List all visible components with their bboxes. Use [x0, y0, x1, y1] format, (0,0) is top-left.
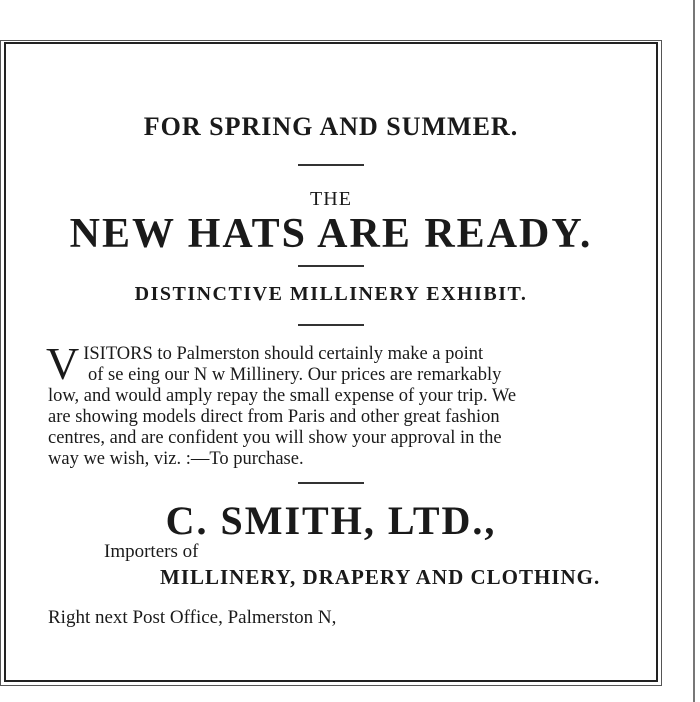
separator-rule: [298, 482, 364, 484]
headline: FOR SPRING AND SUMMER.: [143, 112, 519, 141]
importers-label: Importers of: [104, 541, 199, 562]
page-edge-rule: [693, 0, 695, 702]
body-text: [46, 338, 622, 470]
address-line: Right next Post Office, Palmerston N,: [48, 607, 337, 628]
trades-line: MILLINERY, DRAPERY AND CLOTHING.: [160, 565, 601, 589]
company-name: C. SMITH, LTD.,: [165, 498, 497, 543]
separator-rule: [298, 164, 364, 166]
main-title: NEW HATS ARE READY.: [69, 211, 593, 257]
body-line: low, and would amply repay the small expense of your trip. We: [48, 386, 517, 406]
body-line: of se eing our N w Millinery. Our prices are remarkably: [88, 365, 502, 385]
separator-rule: [298, 324, 364, 326]
separator-rule: [298, 265, 364, 267]
drop-cap: V: [46, 338, 80, 389]
body-line: ISITORS to Palmerston should certainly make a point: [83, 344, 484, 364]
the-label: THE: [310, 188, 352, 210]
body-line: are showing models direct from Paris and other great fashion: [48, 407, 500, 427]
subtitle: DISTINCTIVE MILLINERY EXHIBIT.: [134, 283, 528, 305]
body-line: centres, and are confident you will show your approval in the: [48, 428, 502, 448]
body-line: way we wish, viz. :—To purchase.: [48, 449, 304, 469]
